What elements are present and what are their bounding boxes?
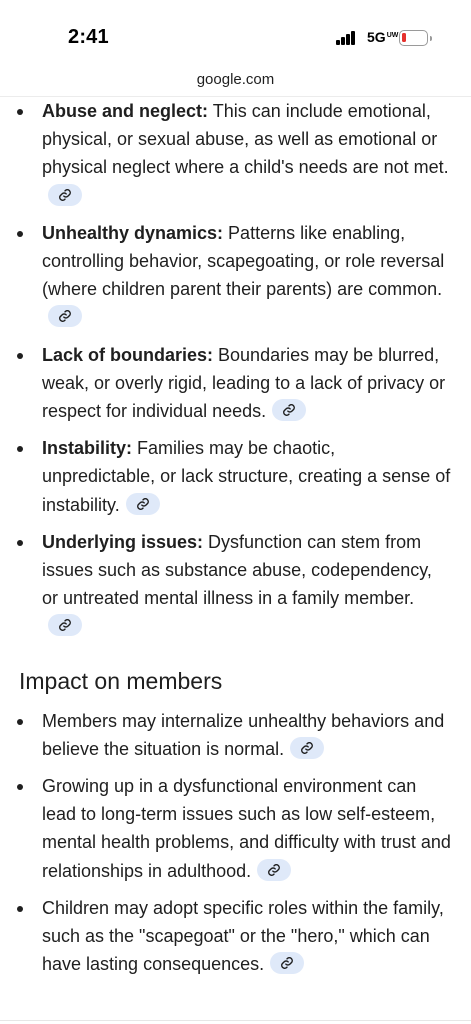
bullet-icon: [17, 446, 23, 452]
network-indicator: [367, 29, 398, 45]
list-item: [0, 707, 471, 763]
address-bar[interactable]: [0, 70, 471, 97]
bullet-icon: [17, 540, 23, 546]
item-text: Children may adopt specific roles within the family, such as the "scapegoat" or the "hero," which can have lasting consequences.: [42, 897, 444, 975]
item-text: Boundaries may be blurred, weak, or overly rigid, leading to a lack of privacy or respect for individual needs.: [42, 344, 446, 422]
item-text: Growing up in a dysfunctional environment can lead to long-term issues such as low self-esteem, mental health problems, and difficulty with trust and relationships in adulthood.: [42, 776, 451, 881]
item-title: Lack of boundaries:: [42, 344, 214, 365]
network-badge: UW: [386, 32, 399, 39]
impact-list: [0, 707, 471, 979]
link-icon[interactable]: [257, 859, 291, 881]
bottom-divider: [0, 1020, 471, 1021]
link-icon[interactable]: [48, 305, 82, 327]
network-label: 5G: [367, 29, 386, 45]
list-item: [0, 219, 471, 332]
bullet-icon: [17, 231, 23, 237]
item-text: Patterns like enabling, controlling behavior, scapegoating, or role reversal (where children parent their parents) are common.: [42, 222, 445, 300]
link-icon[interactable]: [270, 952, 304, 974]
link-icon[interactable]: [48, 614, 82, 636]
link-icon[interactable]: [272, 399, 306, 421]
status-time: 2:41: [68, 26, 109, 48]
bullet-icon: [17, 906, 23, 912]
item-text: Families may be chaotic, unpredictable, or lack structure, creating a sense of instability.: [42, 438, 451, 515]
bullet-icon: [17, 353, 23, 359]
item-title: Instability:: [42, 438, 133, 459]
bullet-icon: [17, 784, 23, 790]
article-content: [0, 97, 471, 987]
link-icon[interactable]: [48, 184, 82, 206]
item-text: This can include emotional, physical, or sexual abuse, as well as emotional or physical neglect where a child's needs are not met.: [42, 101, 449, 178]
list-item: [0, 434, 471, 519]
battery-icon: [399, 30, 428, 46]
item-title: Underlying issues:: [42, 531, 204, 552]
bullet-icon: [17, 719, 23, 725]
list-item: [0, 528, 471, 641]
item-text: Members may internalize unhealthy behaviors and believe the situation is normal.: [42, 710, 445, 759]
list-item: [0, 341, 471, 426]
characteristics-list: [0, 97, 471, 641]
item-text: Dysfunction can stem from issues such as substance abuse, codependency, or untreated mental illness in a family member.: [42, 531, 432, 609]
section-heading: Impact on members: [19, 667, 223, 694]
bullet-icon: [17, 109, 23, 115]
list-item: [0, 894, 471, 979]
item-title: Unhealthy dynamics:: [42, 222, 224, 243]
status-bar: [0, 0, 471, 66]
link-icon[interactable]: [290, 737, 324, 759]
link-icon[interactable]: [126, 493, 160, 515]
battery-nub: [430, 36, 433, 41]
battery-level: [402, 33, 406, 42]
list-item: [0, 97, 471, 210]
signal-strength-icon: [336, 31, 356, 45]
list-item: [0, 772, 471, 885]
item-title: Abuse and neglect:: [42, 101, 209, 121]
url-text[interactable]: google.com: [196, 71, 275, 88]
